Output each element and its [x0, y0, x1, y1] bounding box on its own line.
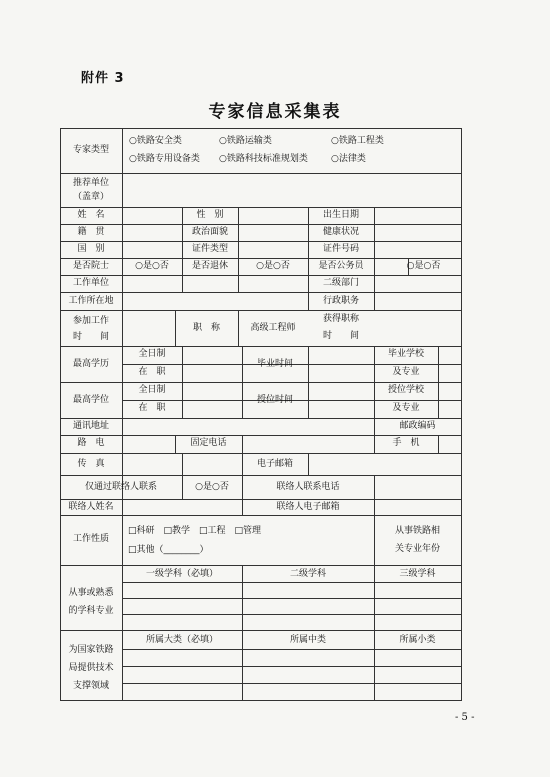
title-time-label: 获得职称: [322, 314, 359, 324]
col-line: [438, 435, 439, 453]
row-line: [60, 565, 462, 566]
col-line: [308, 207, 309, 310]
expert-type-label: 专家类型: [72, 145, 109, 155]
fax-label: 传 真: [77, 459, 105, 469]
title-label: 职 称: [192, 323, 220, 333]
support-col-1: 所属大类（必填）: [145, 635, 218, 645]
retired-choice[interactable]: ○是○否: [256, 261, 290, 271]
col-line: [182, 346, 183, 418]
id-type-label: 证件类型: [191, 244, 228, 254]
via-contact-choice[interactable]: ○是○否: [195, 482, 229, 492]
expert-type-option[interactable]: ○铁路科技标准规划类: [219, 154, 308, 164]
award-school-label: 授位学校: [387, 385, 424, 395]
support-label-2: 局提供技术: [68, 663, 114, 673]
row-line: [60, 515, 462, 516]
second-dept-label: 二级部门: [322, 278, 359, 288]
academician-choice[interactable]: ○是○否: [135, 261, 169, 271]
row-line: [122, 598, 462, 599]
row-line: [60, 435, 462, 436]
col-line: [308, 346, 309, 418]
nationality-label: 国 别: [77, 244, 105, 254]
edu-inservice-label: 在 职: [138, 367, 166, 377]
native-place-label: 籍 贯: [77, 227, 105, 237]
col-line: [374, 565, 375, 700]
title-value: 高级工程师: [250, 323, 296, 333]
id-number-label: 证件号码: [322, 244, 359, 254]
expert-info-form: [60, 128, 462, 701]
gender-label: 性 别: [196, 210, 224, 220]
row-line: [60, 241, 462, 242]
subject-label: 从事或熟悉: [68, 588, 114, 598]
work-location-label: 工作所在地: [68, 296, 114, 306]
col-line: [242, 346, 243, 418]
birth-date-label: 出生日期: [322, 210, 359, 220]
support-col-2: 所属中类: [289, 635, 326, 645]
support-col-3: 所属小类: [399, 635, 436, 645]
col-line: [242, 435, 243, 453]
title-time-time: 时 间: [322, 331, 359, 341]
work-nature-options[interactable]: □科研 □教学 □工程 □管理: [128, 526, 262, 536]
page-number: - 5 -: [455, 712, 475, 723]
support-label-3: 支撑领域: [72, 681, 109, 691]
subject-label-2: 的学科专业: [68, 606, 114, 616]
row-line: [60, 275, 462, 276]
expert-type-option[interactable]: ○法律类: [331, 154, 366, 164]
row-line: [60, 224, 462, 225]
row-line: [122, 649, 462, 650]
row-line: [60, 453, 462, 454]
col-line: [438, 346, 439, 418]
expert-type-option[interactable]: ○铁路安全类: [129, 136, 182, 146]
civil-servant-choice[interactable]: ○是○否: [406, 261, 441, 271]
degree-fulltime-label: 全日制: [138, 385, 166, 395]
edu-fulltime-label: 全日制: [138, 349, 166, 359]
row-line: [60, 207, 462, 208]
row-line: [122, 614, 462, 615]
col-line: [374, 207, 375, 310]
work-unit-label: 工作单位: [72, 278, 109, 288]
expert-type-option[interactable]: ○铁路专用设备类: [129, 154, 200, 164]
row-line: [122, 582, 462, 583]
col-line: [238, 207, 239, 292]
join-work-time: 时 间: [72, 332, 109, 342]
grad-time-label: 毕业时间: [256, 359, 293, 369]
row-line: [60, 258, 462, 259]
contact-name-label: 联络人姓名: [68, 502, 114, 512]
form-title: 专家信息采集表: [208, 102, 342, 122]
col-line: [374, 515, 375, 565]
work-nature-label: 工作性质: [72, 534, 109, 544]
contact-email-label: 联络人电子邮箱: [276, 502, 340, 512]
retired-label: 是否退休: [191, 261, 228, 271]
row-line: [60, 382, 462, 383]
row-line: [122, 683, 462, 684]
civil-servant-label: 是否公务员: [318, 261, 364, 271]
subject-col-2: 二级学科: [289, 569, 326, 579]
highest-degree-label: 最高学位: [72, 395, 109, 405]
political-status-label: 政治面貌: [191, 227, 228, 237]
subject-col-3: 三级学科: [399, 569, 436, 579]
work-nature-other[interactable]: □其他（________）: [128, 545, 209, 555]
postcode-label: 邮政编码: [399, 421, 436, 431]
col-line: [461, 128, 462, 701]
address-label: 通讯地址: [72, 421, 109, 431]
award-time-label: 授位时间: [256, 395, 293, 405]
col-line: [122, 128, 123, 700]
grad-major-label: 及专业: [392, 367, 420, 377]
attachment-label: 附件 3: [81, 71, 125, 86]
academician-label: 是否院士: [72, 261, 109, 271]
highest-edu-label: 最高学历: [72, 359, 109, 369]
row-line: [60, 128, 462, 129]
contact-phone-label: 联络人联系电话: [276, 482, 340, 492]
name-label: 姓 名: [77, 210, 105, 220]
row-line: [60, 418, 462, 419]
row-line: [60, 346, 462, 347]
row-line: [60, 173, 462, 174]
via-contact-label: 仅通过联络人联系: [84, 482, 157, 492]
row-line: [60, 475, 462, 476]
recommend-unit-seal: （盖章）: [72, 192, 109, 202]
recommend-unit-label: 推荐单位: [72, 178, 109, 188]
mobile-label: 手 机: [392, 438, 420, 448]
row-line: [60, 292, 462, 293]
row-line: [60, 310, 462, 311]
health-label: 健康状况: [322, 227, 359, 237]
road-phone-label: 路 电: [77, 438, 105, 448]
degree-inservice-label: 在 职: [138, 403, 166, 413]
row-line: [60, 499, 462, 500]
expert-type-option[interactable]: ○铁路工程类: [331, 136, 384, 146]
col-line: [374, 475, 375, 515]
row-line: [60, 700, 462, 701]
col-line: [242, 565, 243, 700]
award-major-label: 及专业: [392, 403, 420, 413]
join-work-label: 参加工作: [72, 316, 109, 326]
rail-years-label-2: 关专业年份: [394, 544, 440, 554]
landline-label: 固定电话: [190, 438, 227, 448]
col-line: [182, 453, 183, 475]
rail-years-label: 从事铁路相: [394, 526, 440, 536]
subject-col-1: 一级学科（必填）: [145, 569, 218, 579]
email-label: 电子邮箱: [256, 459, 293, 469]
row-line: [122, 666, 462, 667]
admin-post-label: 行政职务: [322, 296, 359, 306]
support-label: 为国家铁路: [68, 645, 114, 655]
row-line: [60, 630, 462, 631]
col-line: [308, 453, 309, 475]
grad-school-label: 毕业学校: [387, 349, 424, 359]
expert-type-option[interactable]: ○铁路运输类: [219, 136, 272, 146]
